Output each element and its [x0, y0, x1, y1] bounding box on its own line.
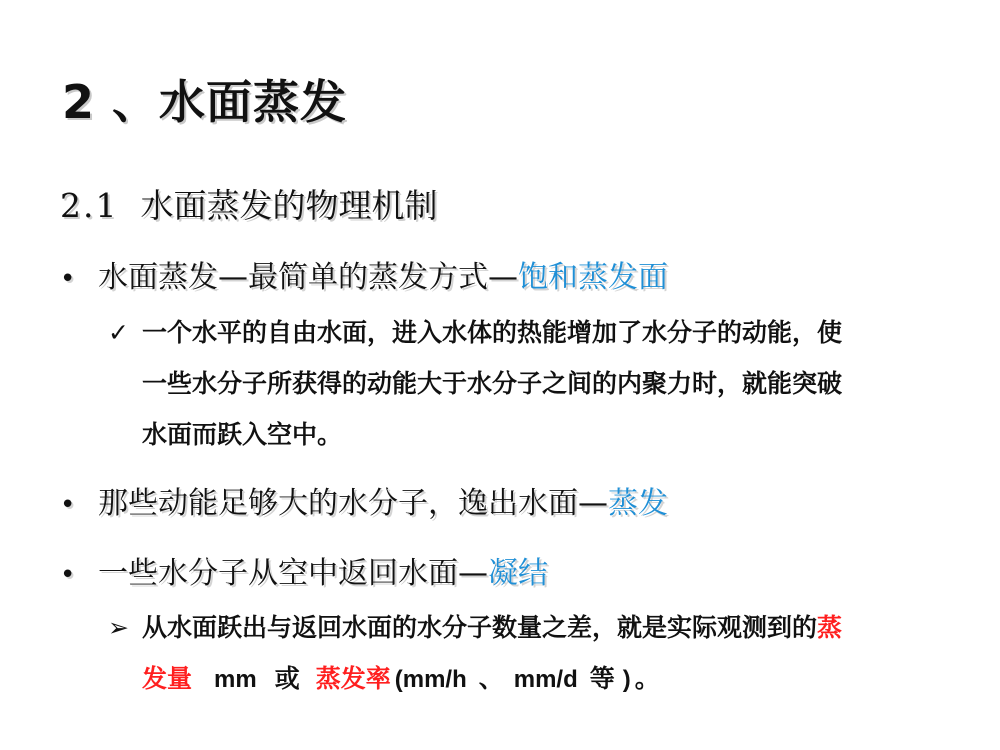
check-point	[108, 307, 928, 460]
checkmark-icon: ✓	[108, 318, 129, 347]
bullet-text: 那些动能足够大的水分子，逸出水面—	[98, 486, 608, 521]
conjunction-or: 或	[274, 664, 300, 693]
term-evaporation-rate: 蒸发率	[315, 664, 391, 693]
slide-title: 2 、水面蒸发	[62, 75, 348, 129]
bullet-highlight: 蒸发	[608, 486, 668, 521]
check-point-line: 一个水平的自由水面，进入水体的热能增加了水分子的动能，使	[142, 318, 843, 347]
bullet-marker: •	[60, 490, 76, 520]
etc-text: 等	[589, 664, 615, 693]
term-evaporation-amount-part1: 蒸	[817, 613, 843, 642]
bullet-highlight: 凝结	[488, 556, 548, 591]
bullet-marker: •	[60, 560, 76, 590]
bullet-marker: •	[60, 264, 76, 294]
period: 。	[634, 664, 660, 693]
arrow-point-line-1	[142, 602, 924, 653]
check-point-line: 水面而跃入空中。	[142, 420, 343, 449]
arrow-marker-icon: ➢	[108, 613, 129, 642]
arrow-point-text	[142, 602, 924, 705]
bullet-item-1	[60, 252, 668, 296]
check-point-line: 一些水分子所获得的动能大于水分子之间的内聚力时，就能突破	[142, 369, 843, 398]
arrow-point	[108, 602, 928, 704]
unit-mm: mm	[214, 666, 257, 693]
separator: 、	[478, 664, 504, 693]
close-paren: )	[622, 666, 631, 693]
bullet-item-3	[60, 548, 548, 592]
bullet-text: 一些水分子从空中返回水面—	[98, 556, 488, 591]
unit-mm-per-hour: (mm/h	[394, 666, 467, 693]
bullet-text: 水面蒸发—最简单的蒸发方式—	[98, 260, 518, 295]
unit-mm-per-day: mm/d	[513, 666, 578, 693]
term-evaporation-amount-part2: 发量	[142, 664, 193, 693]
check-point-text	[142, 307, 924, 460]
bullet-item-2	[60, 478, 668, 522]
section-heading-text: 水面蒸发的物理机制	[140, 186, 438, 225]
bullet-highlight: 饱和蒸发面	[518, 260, 668, 295]
section-heading	[60, 180, 437, 227]
section-number: 2.1	[60, 186, 119, 225]
arrow-point-text-start: 从水面跃出与返回水面的水分子数量之差，就是实际观测到的	[142, 613, 818, 642]
arrow-point-line-2	[142, 653, 924, 705]
